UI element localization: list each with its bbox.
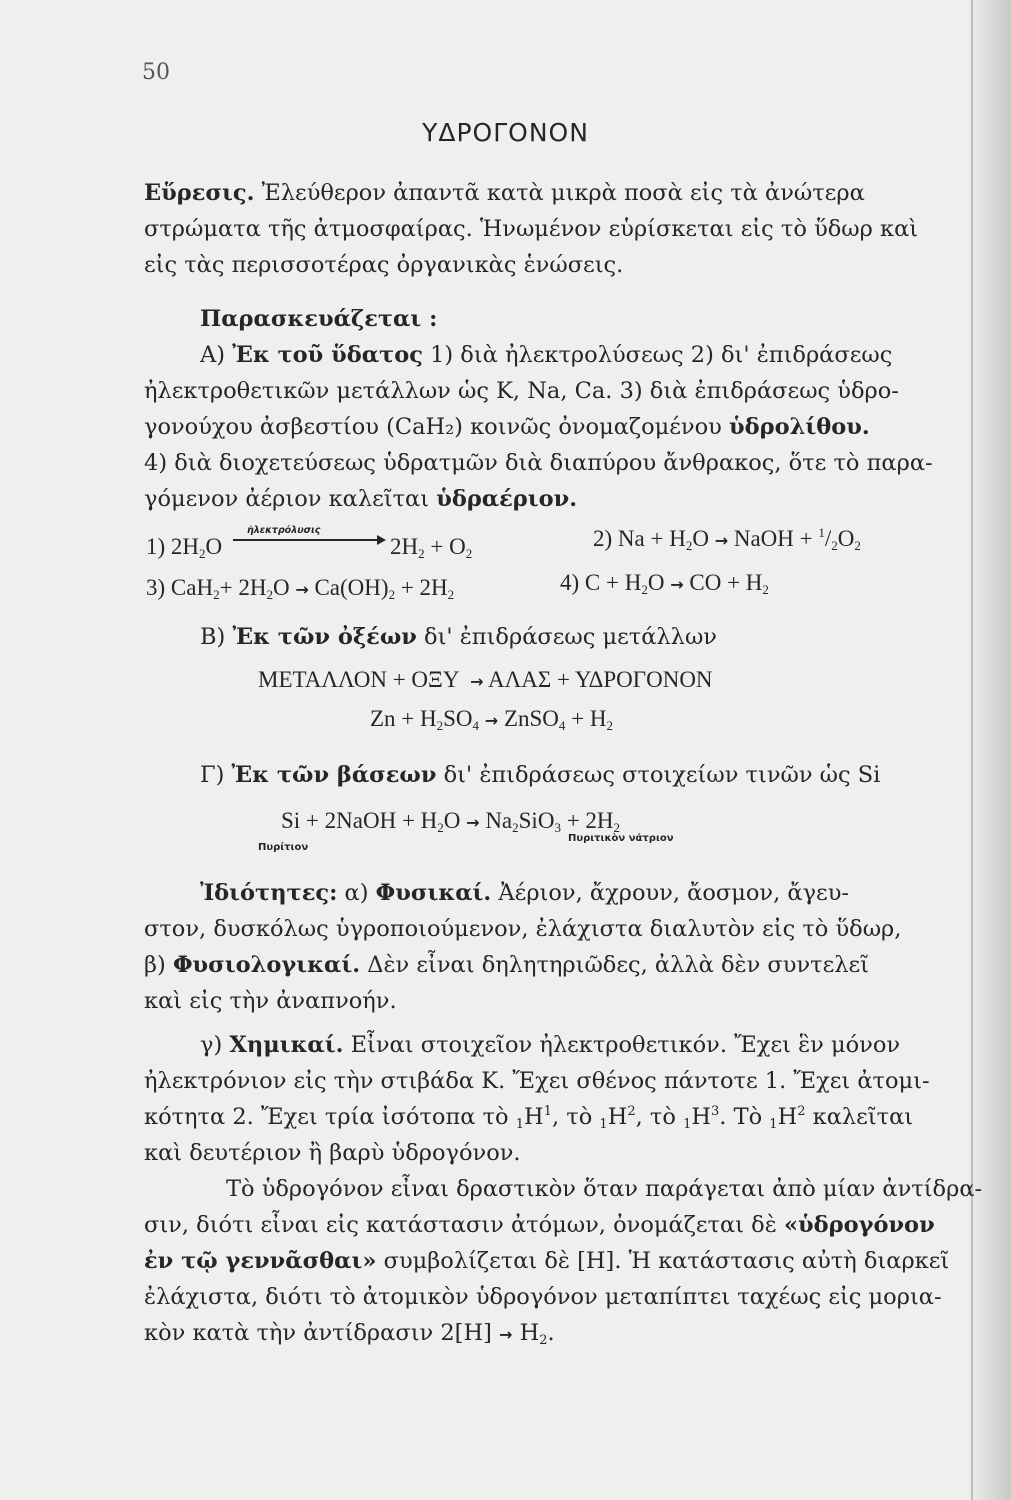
nascent-line-5-text: κὸν κατὰ τὴν ἀντίδρασιν 2[H]	[144, 1320, 492, 1346]
equation-2: 2) $Na + H_2O$ → NaOH + $^1/_2O_2$	[593, 524, 861, 556]
prep-a-line-4: 4) διὰ διοχετεύσεως ὑδρατμῶν διὰ διαπύρου ἄνθρακος, ὅτε τὸ παρα-	[144, 450, 933, 476]
reaction-arrow-icon: →	[714, 531, 729, 550]
silicon-label: Πυρίτιον	[258, 842, 309, 853]
acids-bold: Ἐκ τῶν ὀξέων	[232, 624, 417, 650]
properties-b-rest: Δὲν εἶναι δηλητηριῶδες, ἀλλὰ δὲν συντελεῖ	[367, 952, 869, 978]
properties-c-bold: Χημικαί.	[229, 1032, 344, 1058]
euresis-text-1: Ἐλεύθερον ἀπαντᾶ κατὰ μικρὰ ποσὰ εἰς τὰ ἀνώτερα	[261, 180, 865, 206]
properties-line-2: στον, δυσκόλως ὑγροποιούμενον, ἐλάχιστα διαλυτὸν εἰς τὸ ὕδωρ,	[144, 916, 902, 942]
acids-line	[200, 622, 717, 652]
nascent-line-2-bold: «ὑδρογόνον	[783, 1212, 935, 1238]
electrolysis-arrow	[233, 527, 385, 541]
nascent-line-3	[144, 1246, 949, 1276]
isotopes-text-c: τὸ	[649, 1104, 676, 1130]
page-edge-line	[971, 0, 973, 1500]
bases-rest: δι' ἐπιδράσεως στοιχείων τινῶν ὡς Si	[443, 762, 881, 788]
acids-general-left: ΜΕΤΑΛΛΟΝ + ΟΞΥ	[258, 667, 459, 692]
prep-a-line-3-bold: ὑδρολίθου.	[728, 414, 870, 440]
isotopes-text-a: κότητα 2. Ἔχει τρία ἰσότοπα τὸ	[144, 1104, 509, 1130]
properties-line-4: καὶ εἰς τὴν ἀναπνοήν.	[144, 988, 397, 1014]
euresis-line-1	[144, 178, 865, 208]
isotopes-text-b: τὸ	[566, 1104, 593, 1130]
nascent-line-2	[144, 1210, 935, 1240]
prep-a-line-3-text: γονούχου ἀσβεστίου (CaH₂) κοινῶς ὀνομαζομένου	[144, 414, 722, 440]
equation-3: 3) $CaH_2+ 2H_2O \to Ca(OH)_2 + 2H_2$	[146, 573, 454, 605]
properties-line-1	[200, 878, 849, 908]
reaction-arrow-icon: →	[499, 1325, 513, 1344]
nascent-line-5: κὸν κατὰ τὴν ἀντίδρασιν $2[H] \to H_2$.	[144, 1320, 555, 1348]
arrow-head	[377, 535, 386, 545]
properties-b-prefix: β)	[144, 952, 166, 978]
eq1-number: 1)	[146, 534, 166, 559]
nascent-line-1: Τὸ ὑδρογόνον εἶναι δραστικὸν ὅταν παράγεται ἀπὸ μίαν ἀντίδρα-	[226, 1176, 983, 1202]
isotopes-text-d: Τὸ	[733, 1104, 763, 1130]
prep-a-line-3	[144, 412, 870, 442]
equation-1-left: 1) $2H_2O$	[146, 534, 223, 561]
euresis-line-3: εἰς τὰς περισσοτέρας ὀργανικὰς ἑνώσεις.	[144, 252, 624, 278]
acids-general-equation	[258, 665, 713, 697]
equation-4: 4) $C + H_2O$ → CO + $H_2$	[560, 568, 769, 600]
euresis-line-2: στρώματα τῆς ἀτμοσφαίρας. Ἡνωμένον εὑρίσκεται εἰς τὸ ὕδωρ καὶ	[144, 216, 919, 242]
sodium-silicate-label: Πυριτικὸν νάτριον	[568, 833, 674, 844]
prep-a-prefix: Α)	[200, 342, 226, 368]
prep-a-line-1	[200, 340, 892, 370]
acids-zinc-equation: $Zn + H_2SO_4$ → ZnSO$_4$ + $H_2$	[370, 704, 613, 736]
reaction-arrow-icon: →	[670, 575, 684, 594]
nascent-line-3-bold: ἐν τῷ γεννᾶσθαι»	[144, 1248, 377, 1274]
prep-heading	[200, 304, 437, 334]
properties-c-rest: Εἶναι στοιχεῖον ἠλεκτροθετικόν. Ἔχει ἓν μόνον	[350, 1032, 901, 1058]
electrolysis-label: ἠλεκτρόλυσις	[247, 525, 321, 536]
reaction-arrow-icon: →	[295, 580, 309, 599]
properties-label: Ἰδιότητες:	[200, 880, 338, 906]
prep-a-rest: 1) διὰ ἠλεκτρολύσεως 2) δι' ἐπιδράσεως	[430, 342, 893, 368]
properties-a-rest: Ἀέριον, ἄχρουν, ἄοσμον, ἄγευ-	[498, 880, 849, 906]
reaction-arrow-icon: →	[466, 813, 480, 832]
properties-a-prefix: α)	[344, 880, 369, 906]
equation-1-right: $2H_2 + O_2$	[390, 534, 473, 561]
properties-line-8: καὶ δευτέριον ἢ βαρὺ ὑδρογόνον.	[144, 1140, 521, 1166]
bases-prefix: Γ)	[200, 762, 225, 788]
prep-a-bold: Ἐκ τοῦ ὕδατος	[232, 342, 423, 368]
eq4-number: 4)	[560, 570, 580, 595]
nascent-line-2-text: σιν, διότι εἶναι εἰς κατάστασιν ἀτόμων, ὀνομάζεται δὲ	[144, 1212, 777, 1238]
acids-prefix: Β)	[200, 624, 226, 650]
eq3-number: 3)	[146, 575, 166, 600]
prep-a-line-5	[144, 484, 577, 514]
prep-a-line-5-bold: ὑδραέριον.	[436, 486, 578, 512]
arrow-shaft	[233, 539, 379, 541]
isotopes-text-e: καλεῖται	[812, 1104, 914, 1130]
properties-b-bold: Φυσιολογικαί.	[172, 952, 361, 978]
euresis-label: Εὕρεσις.	[144, 180, 255, 206]
nascent-line-3-text: συμβολίζεται δὲ [H]. Ἡ κατάστασις αὐτὴ διαρκεῖ	[383, 1248, 950, 1274]
acids-rest: δι' ἐπιδράσεως μετάλλων	[424, 624, 717, 650]
bases-line	[200, 760, 880, 790]
prep-a-line-5-text: γόμενον ἀέριον καλεῖται	[144, 486, 430, 512]
bases-bold: Ἐκ τῶν βάσεων	[231, 762, 437, 788]
eq2-number: 2)	[593, 526, 613, 551]
acids-general-right: ΑΛΑΣ + ΥΔΡΟΓΟΝΟΝ	[487, 667, 713, 692]
properties-a-bold: Φυσικαί.	[375, 880, 492, 906]
prep-a-line-2: ἠλεκτροθετικῶν μετάλλων ὡς K, Na, Ca. 3) διὰ ἐπιδράσεως ὑδρο-	[144, 378, 899, 404]
reaction-arrow-icon: →	[484, 711, 499, 730]
nascent-line-4: ἐλάχιστα, διότι τὸ ἀτομικὸν ὑδρογόνον μεταπίπτει ταχέως εἰς μορια-	[144, 1284, 942, 1310]
properties-line-5	[200, 1030, 900, 1060]
prep-heading-text: Παρασκευάζεται :	[200, 306, 438, 332]
properties-line-7: κότητα 2. Ἔχει τρία ἰσότοπα τὸ $_1H^1$, τὸ $_1H^2$, τὸ $_1H^3$. Τὸ $_1H^2$ καλεῖται	[144, 1104, 914, 1132]
bases-silicon-equation: Si + 2NaOH + $H_2O \to Na_2SiO_3 + 2H_2$	[281, 806, 620, 838]
reaction-arrow-icon: →	[470, 672, 484, 691]
page-title: ΥΔΡΟΓΟΝΟΝ	[422, 118, 589, 147]
properties-c-prefix: γ)	[200, 1032, 223, 1058]
properties-line-3	[144, 950, 869, 980]
properties-line-6: ἠλεκτρόνιον εἰς τὴν στιβάδα K. Ἔχει σθένος πάντοτε 1. Ἔχει ἀτομι-	[144, 1068, 930, 1094]
page-number: 50	[142, 60, 170, 85]
